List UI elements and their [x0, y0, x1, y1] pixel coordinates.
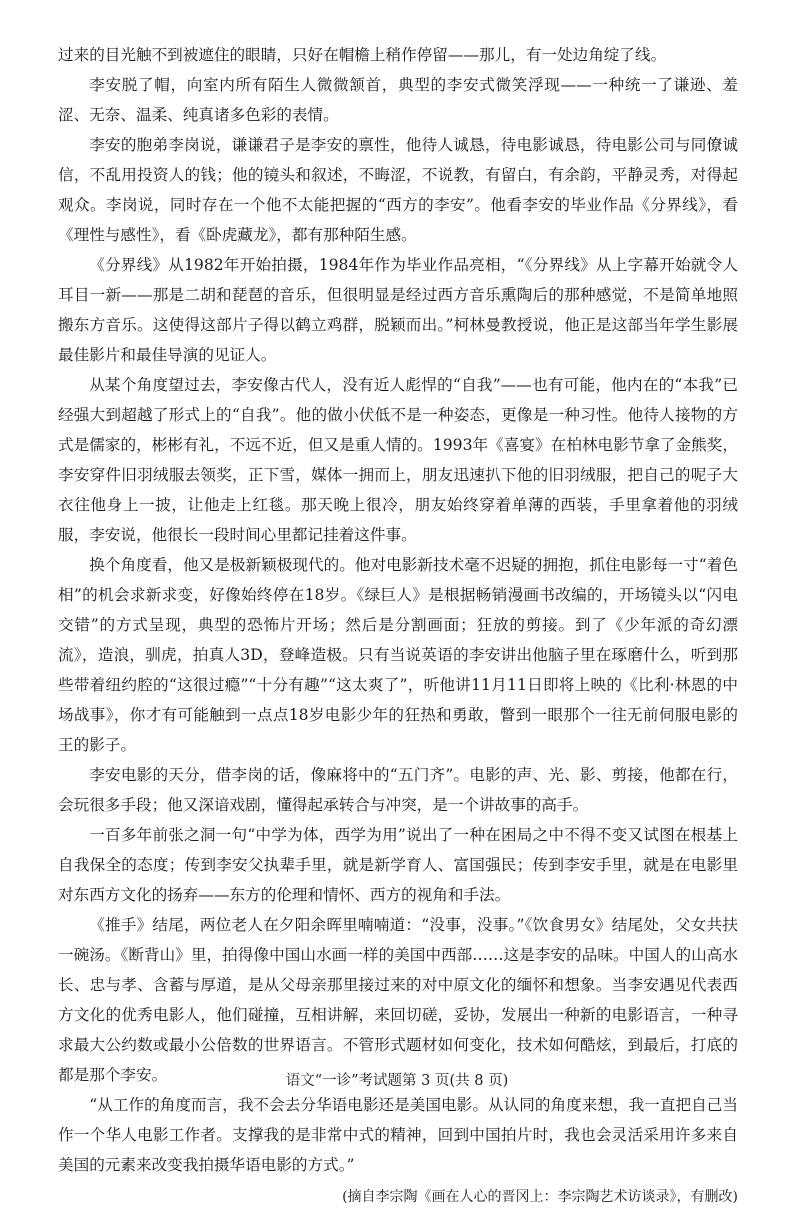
paragraph-5: 从某个角度望过去，李安像古代人，没有近人彪悍的“自我”——也有可能，他内在的“本我”已经强大到超越了形式上的“自我”。他的做小伏低不是一种姿态，更像是一种习性。他待人接物的方式是儒家的，彬彬有礼，不远不近，但又是重人情的。1993年《喜宴》在柏林电影节拿了金熊奖，李安穿件旧羽绒服去领奖，正下雪，媒体一拥而上，朋友迅速扒下他的旧羽绒服，把自己的呢子大衣往他身上一披，让他走上红毯。那天晚上很冷，朋友始终穿着单薄的西装，手里拿着他的羽绒服，李安说，他很长一段时间心里都记挂着这件事。 [58, 376, 738, 544]
paragraph-3: 李安的胞弟李岗说，谦谦君子是李安的禀性，他待人诚恳，待电影诚恳，待电影公司与同僚诚信，不乱用投资人的钱；他的镜头和叙述，不晦涩，不说教，有留白，有余韵，平静灵秀，对得起观众。李岗说，同时存在一个他不太能把握的“西方的李安”。他看李安的毕业作品《分界线》，看《理性与感性》，看《卧虎藏龙》，都有那种陌生感。 [58, 136, 738, 244]
paragraph-2: 李安脱了帽，向室内所有陌生人微微颔首，典型的李安式微笑浮现——一种统一了谦逊、羞涩、无奈、温柔、纯真诸多色彩的表情。 [58, 76, 738, 124]
page-footer: 语文“一诊”考试题第 3 页(共 8 页) [285, 1073, 509, 1089]
paragraph-10: “从工作的角度而言，我不会去分华语电影还是美国电影。从认同的角度来想，我一直把自己当作一个华人电影工作者。支撑我的是非常中式的精神，回到中国拍片时，我也会灵活采用许多来自美国的元素来改变我拍摄华语电影的方式。” [58, 1096, 738, 1174]
paragraph-4: 《分界线》从1982年开始拍摄，1984年作为毕业作品亮相，“《分界线》从上字幕开始就令人耳目一新——那是二胡和琵琶的音乐，但很明显是经过西方音乐熏陶后的那种感觉，不是简单地照搬东方音乐。这使得这部片子得以鹤立鸡群，脱颖而出。”柯林曼教授说，他正是这部当年学生影展最佳影片和最佳导演的见证人。 [58, 256, 738, 364]
article-body [58, 40, 738, 1208]
paragraph-1: 过来的目光触不到被遮住的眼睛，只好在帽檐上稍作停留——那儿，有一处边角绽了线。 [58, 46, 667, 64]
source-citation: (摘自李宗陶《画在人心的晋冈上：李宗陶艺术访谈录》，有删改) [342, 1189, 738, 1205]
paragraph-9: 《推手》结尾，两位老人在夕阳余晖里喃喃道：“没事，没事。”《饮食男女》结尾处，父女共扶一碗汤。《断背山》里，拍得像中国山水画一样的美国中西部……这是李安的品味。中国人的山高水长、忠与孝、含蓄与厚道，是从父母亲那里接过来的对中原文化的缅怀和想象。当李安遇见代表西方文化的优秀电影人，他们碰撞，互相讲解，来回切磋，妥协，发展出一种新的电影语言，一种寻求最大公约数或最小公倍数的世界语言。不管形式题材如何变化，技术如何酷炫，到最后，打底的都是那个李安。 [58, 916, 738, 1084]
paragraph-8: 一百多年前张之洞一句“中学为体，西学为用”说出了一种在困局之中不得不变又试图在根基上自我保全的态度；传到李安父执辈手里，就是新学育人、富国强民；传到李安手里，就是在电影里对东西方文化的扬弃——东方的伦理和情怀、西方的视角和手法。 [58, 826, 738, 904]
paragraph-7: 李安电影的天分，借李岗的话，像麻将中的“五门齐”。电影的声、光、影、剪接，他都在行，会玩很多手段；他又深谙戏剧，懂得起承转合与冲突，是一个讲故事的高手。 [58, 766, 738, 814]
paragraph-6: 换个角度看，他又是极新颖极现代的。他对电影新技术毫不迟疑的拥抱，抓住电影每一寸“着色相”的机会求新求变，好像始终停在18岁。《绿巨人》是根据畅销漫画书改编的，开场镜头以“闪电交错”的方式呈现，典型的恐怖片开场；然后是分割画面；狂放的剪接。到了《少年派的奇幻漂流》，造浪，驯虎，拍真人3D，登峰造极。只有当说英语的李安讲出他脑子里在琢磨什么，听到那些带着纽约腔的“这很过瘾”“十分有趣”“这太爽了”，听他讲11月11日即将上映的《比利·林恩的中场战事》，你才有可能触到一点点18岁电影少年的狂热和勇敢，瞥到一眼那个一往无前伺服电影的王的影子。 [58, 556, 738, 754]
